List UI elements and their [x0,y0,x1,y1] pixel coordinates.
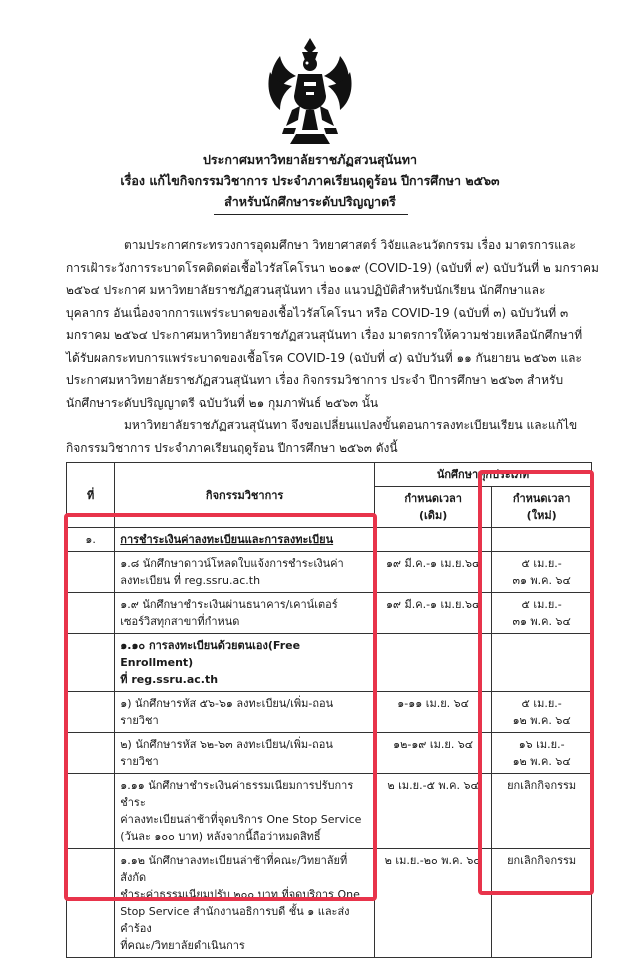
header-old-line: กำหนดเวลา [404,492,462,505]
table-cell [67,733,115,774]
new-schedule-cell [492,552,592,593]
section-row [67,528,592,552]
body-paragraph-2 [66,414,578,459]
table-row [67,849,592,958]
garuda-emblem-icon [262,34,358,146]
old-schedule-cell: ๒ เม.ย.-๕ พ.ค. ๖๔ [374,774,491,849]
table-cell [67,593,115,634]
table-cell [67,634,115,692]
new-schedule-cell [492,774,592,849]
paragraph-line: กิจกรรมวิชาการ ประจำภาคเรียนฤดูร้อน ปีการศึกษา ๒๕๖๓ ดังนี้ [66,440,398,455]
section-number: ๑. [67,528,115,552]
new-schedule-line: ๓๑ พ.ค. ๖๔ [512,615,571,628]
activity-cell [115,692,375,733]
new-schedule-line: ๑๖ เม.ย.- [518,738,565,751]
paragraph-line: ประกาศมหาวิทยาลัยราชภัฏสวนสุนันทา เรื่อง กิจกรรมวิชาการ ประจำ ปีการศึกษา ๒๕๖๓ สำหรับ [66,373,564,387]
header-new-line: กำหนดเวลา [512,492,571,505]
activity-line: ค่าลงทะเบียนล่าช้าที่จุดบริการ One Stop Service [120,813,362,826]
header-divider [214,214,408,215]
old-schedule-cell: ๑๙ มี.ค.-๑ เม.ย.๖๔ [374,593,491,634]
table-row [67,692,592,733]
new-schedule-line: ๕ เม.ย.- [521,557,562,570]
announcement-subject: เรื่อง แก้ไขกิจกรรมวิชาการ ประจำภาคเรียนฤดูร้อน ปีการศึกษา ๒๕๖๓ [120,173,500,188]
section-title: การชำระเงินค่าลงทะเบียนและการลงทะเบียน [115,528,375,552]
activity-cell [115,593,375,634]
new-schedule-cell [492,733,592,774]
activity-line: ชำระค่าธรรมเนียมปรับ ๒๐๐ บาท ที่จุดบริการ One [120,888,360,901]
new-schedule-line: ๕ เม.ย.- [521,598,562,611]
announcement-title: ประกาศมหาวิทยาลัยราชภัฏสวนสุนันทา [203,152,417,167]
table-row [67,774,592,849]
activity-line: ๑.๑๐ การลงทะเบียนด้วยตนเอง(Free Enrollment) [120,639,301,669]
new-schedule-cell [492,593,592,634]
activity-table [66,462,592,958]
old-schedule-cell: ๑๙ มี.ค.-๑ เม.ย.๖๔ [374,552,491,593]
new-schedule-cell [492,849,592,958]
paragraph-line: มกราคม ๒๕๖๔ ประกาศมหาวิทยาลัยราชภัฏสวนสุนันทา เรื่อง มาตรการให้ความช่วยเหลือนักศึกษาที่ [66,328,583,342]
activity-cell [115,552,375,593]
table-row [67,593,592,634]
table-row [67,733,592,774]
activity-line: (วันละ ๑๐๐ บาท) หลังจากนี้ถือว่าหมดสิทธิ์ [120,830,321,843]
table-row [67,634,592,692]
activity-line: Stop Service สำนักงานอธิการบดี ชั้น ๑ และส่งคำร้อง [120,905,350,935]
activity-cell [115,849,375,958]
activity-line: ๑.๑๑ นักศึกษาชำระเงินค่าธรรมเนียมการปรับการชำระ [120,779,354,809]
header-activity: กิจกรรมวิชาการ [115,463,375,528]
paragraph-line: บุคลากร อันเนื่องจากการแพร่ระบาดของเชื้อไวรัสโคโรนา หรือ COVID-19 (ฉบับที่ ๓) ฉบับวันที่ ๓ [66,305,569,320]
announcement-audience: สำหรับนักศึกษาระดับปริญญาตรี [224,194,396,209]
activity-line: ๑.๙ นักศึกษาชำระเงินผ่านธนาคาร/เคาน์เตอร์ [120,598,338,611]
table-cell [67,692,115,733]
header-new-line: (ใหม่) [526,509,557,522]
new-schedule-line: ยกเลิกกิจกรรม [507,779,577,792]
table-row [67,552,592,593]
activity-line: ลงทะเบียน ที่ reg.ssru.ac.th [120,574,261,587]
body-paragraph-1 [66,234,599,414]
table-body [67,552,592,958]
table-cell [492,528,592,552]
header-old-schedule [374,487,491,528]
new-schedule-line: ๕ เม.ย.- [521,697,562,710]
activity-line: ๑) นักศึกษารหัส ๕๖-๖๑ ลงทะเบียน/เพิ่ม-ถอนรายวิชา [120,697,334,727]
activity-line: ๑.๑๒ นักศึกษาลงทะเบียนล่าช้าที่คณะ/วิทยาลัยที่สังกัด [120,854,348,884]
old-schedule-cell: ๑-๑๑ เม.ย. ๖๔ [374,692,491,733]
paragraph-line: มหาวิทยาลัยราชภัฏสวนสุนันทา จึงขอเปลี่ยนแปลงขั้นตอนการลงทะเบียนเรียน และแก้ไข [124,418,578,432]
table-cell [374,528,491,552]
table-cell [67,552,115,593]
activity-line: ๒) นักศึกษารหัส ๖๒-๖๓ ลงทะเบียน/เพิ่ม-ถอนรายวิชา [120,738,333,768]
paragraph-line: การเฝ้าระวังการระบาดโรคติดต่อเชื้อไวรัสโคโรนา ๒๐๑๙ (COVID-19) (ฉบับที่ ๙) ฉบับวันที่ ๒ มกราคม [66,260,599,275]
new-schedule-line: ๓๑ พ.ค. ๖๔ [512,574,571,587]
new-schedule-line: ๑๒ พ.ค. ๖๔ [512,755,571,768]
new-schedule-line: ยกเลิกกิจกรรม [507,854,577,867]
old-schedule-cell: ๒ เม.ย.-๒๐ พ.ค. ๖๔ [374,849,491,958]
old-schedule-cell [374,634,491,692]
activity-line: เซอร์วิสทุกสาขาที่กำหนด [120,615,240,628]
header-old-line: (เดิม) [419,509,448,522]
activity-cell [115,733,375,774]
activity-line: ที่คณะ/วิทยาลัยดำเนินการ [120,939,245,952]
header-new-schedule [492,487,592,528]
activity-cell [115,634,375,692]
activity-cell [115,774,375,849]
paragraph-line: นักศึกษาระดับปริญญาตรี ฉบับวันที่ ๒๑ กุมภาพันธ์ ๒๕๖๓ นั้น [66,395,379,410]
activity-line: ที่ reg.ssru.ac.th [120,673,219,686]
paragraph-line: ๒๕๖๔ ประกาศ มหาวิทยาลัยราชภัฏสวนสุนันทา เรื่อง แนวปฏิบัติสำหรับนักเรียน นักศึกษาและ [66,283,546,297]
activity-line: ๑.๘ นักศึกษาดาวน์โหลดใบแจ้งการชำระเงินค่า [120,557,344,570]
new-schedule-cell [492,692,592,733]
old-schedule-cell: ๑๒-๑๙ เม.ย. ๖๔ [374,733,491,774]
new-schedule-line: ๑๒ พ.ค. ๖๔ [512,714,571,727]
paragraph-line: ได้รับผลกระทบการแพร่ระบาดของเชื้อโรค COVID-19 (ฉบับที่ ๔) ฉบับวันที่ ๑๑ กันยายน ๒๕๖๓ และ [66,350,582,365]
new-schedule-cell [492,634,592,692]
paragraph-line: ตามประกาศกระทรวงการอุดมศึกษา วิทยาศาสตร์ วิจัยและนวัตกรรม เรื่อง มาตรการและ [124,238,576,252]
header-student-group: นักศึกษาทุกประเภท [374,463,591,487]
header-no: ที่ [67,463,115,528]
table-header-row [67,463,592,487]
table-cell [67,849,115,958]
table-cell [67,774,115,849]
